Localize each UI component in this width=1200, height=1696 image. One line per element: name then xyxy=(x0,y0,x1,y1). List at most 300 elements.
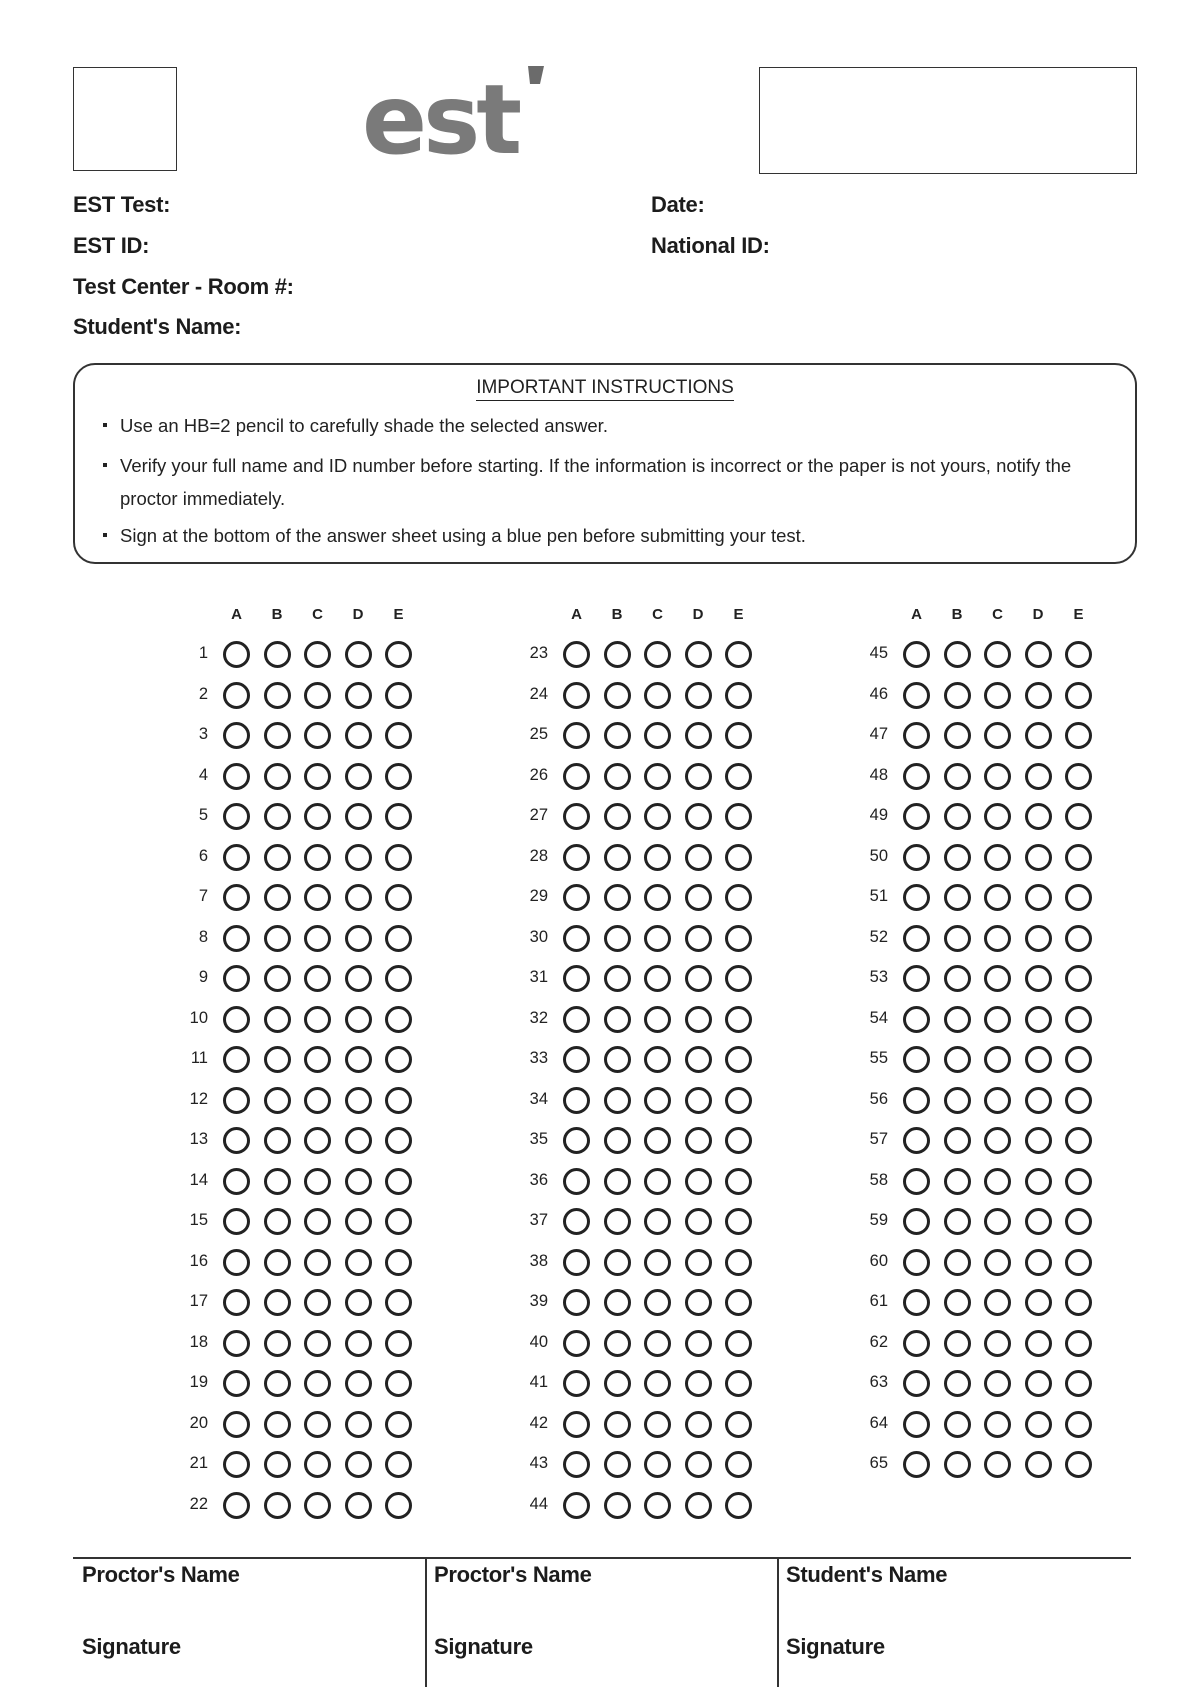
answer-bubble-59-d[interactable] xyxy=(1025,1208,1052,1235)
answer-bubble-9-a[interactable] xyxy=(223,965,250,992)
answer-bubble-40-e[interactable] xyxy=(725,1330,752,1357)
answer-bubble-64-c[interactable] xyxy=(984,1411,1011,1438)
answer-bubble-27-e[interactable] xyxy=(725,803,752,830)
answer-bubble-44-a[interactable] xyxy=(563,1492,590,1519)
answer-bubble-2-d[interactable] xyxy=(345,682,372,709)
answer-bubble-24-c[interactable] xyxy=(644,682,671,709)
answer-bubble-23-c[interactable] xyxy=(644,641,671,668)
answer-bubble-18-e[interactable] xyxy=(385,1330,412,1357)
answer-bubble-49-e[interactable] xyxy=(1065,803,1092,830)
answer-bubble-10-c[interactable] xyxy=(304,1006,331,1033)
answer-bubble-46-b[interactable] xyxy=(944,682,971,709)
answer-bubble-61-a[interactable] xyxy=(903,1289,930,1316)
answer-bubble-46-e[interactable] xyxy=(1065,682,1092,709)
answer-bubble-63-d[interactable] xyxy=(1025,1370,1052,1397)
answer-bubble-39-e[interactable] xyxy=(725,1289,752,1316)
answer-bubble-50-a[interactable] xyxy=(903,844,930,871)
answer-bubble-56-e[interactable] xyxy=(1065,1087,1092,1114)
answer-bubble-51-e[interactable] xyxy=(1065,884,1092,911)
answer-bubble-63-b[interactable] xyxy=(944,1370,971,1397)
answer-bubble-6-e[interactable] xyxy=(385,844,412,871)
answer-bubble-49-b[interactable] xyxy=(944,803,971,830)
answer-bubble-23-e[interactable] xyxy=(725,641,752,668)
answer-bubble-37-c[interactable] xyxy=(644,1208,671,1235)
answer-bubble-12-e[interactable] xyxy=(385,1087,412,1114)
answer-bubble-18-d[interactable] xyxy=(345,1330,372,1357)
answer-bubble-40-c[interactable] xyxy=(644,1330,671,1357)
answer-bubble-37-e[interactable] xyxy=(725,1208,752,1235)
answer-bubble-59-c[interactable] xyxy=(984,1208,1011,1235)
answer-bubble-5-d[interactable] xyxy=(345,803,372,830)
answer-bubble-40-b[interactable] xyxy=(604,1330,631,1357)
answer-bubble-13-c[interactable] xyxy=(304,1127,331,1154)
answer-bubble-31-d[interactable] xyxy=(685,965,712,992)
answer-bubble-5-e[interactable] xyxy=(385,803,412,830)
answer-bubble-32-e[interactable] xyxy=(725,1006,752,1033)
answer-bubble-57-a[interactable] xyxy=(903,1127,930,1154)
answer-bubble-47-b[interactable] xyxy=(944,722,971,749)
answer-bubble-3-b[interactable] xyxy=(264,722,291,749)
answer-bubble-19-e[interactable] xyxy=(385,1370,412,1397)
answer-bubble-45-a[interactable] xyxy=(903,641,930,668)
answer-bubble-8-e[interactable] xyxy=(385,925,412,952)
answer-bubble-2-a[interactable] xyxy=(223,682,250,709)
answer-bubble-16-c[interactable] xyxy=(304,1249,331,1276)
answer-bubble-35-b[interactable] xyxy=(604,1127,631,1154)
answer-bubble-55-e[interactable] xyxy=(1065,1046,1092,1073)
answer-bubble-30-e[interactable] xyxy=(725,925,752,952)
answer-bubble-54-a[interactable] xyxy=(903,1006,930,1033)
answer-bubble-29-a[interactable] xyxy=(563,884,590,911)
answer-bubble-14-e[interactable] xyxy=(385,1168,412,1195)
answer-bubble-8-d[interactable] xyxy=(345,925,372,952)
answer-bubble-39-c[interactable] xyxy=(644,1289,671,1316)
answer-bubble-23-a[interactable] xyxy=(563,641,590,668)
answer-bubble-19-b[interactable] xyxy=(264,1370,291,1397)
answer-bubble-43-a[interactable] xyxy=(563,1451,590,1478)
answer-bubble-61-e[interactable] xyxy=(1065,1289,1092,1316)
answer-bubble-23-d[interactable] xyxy=(685,641,712,668)
answer-bubble-62-e[interactable] xyxy=(1065,1330,1092,1357)
answer-bubble-7-d[interactable] xyxy=(345,884,372,911)
answer-bubble-28-d[interactable] xyxy=(685,844,712,871)
answer-bubble-9-d[interactable] xyxy=(345,965,372,992)
answer-bubble-6-a[interactable] xyxy=(223,844,250,871)
answer-bubble-30-d[interactable] xyxy=(685,925,712,952)
answer-bubble-37-a[interactable] xyxy=(563,1208,590,1235)
answer-bubble-35-d[interactable] xyxy=(685,1127,712,1154)
answer-bubble-21-c[interactable] xyxy=(304,1451,331,1478)
answer-bubble-65-b[interactable] xyxy=(944,1451,971,1478)
answer-bubble-27-d[interactable] xyxy=(685,803,712,830)
answer-bubble-21-a[interactable] xyxy=(223,1451,250,1478)
answer-bubble-38-d[interactable] xyxy=(685,1249,712,1276)
answer-bubble-24-a[interactable] xyxy=(563,682,590,709)
answer-bubble-6-b[interactable] xyxy=(264,844,291,871)
answer-bubble-4-b[interactable] xyxy=(264,763,291,790)
answer-bubble-33-c[interactable] xyxy=(644,1046,671,1073)
answer-bubble-1-b[interactable] xyxy=(264,641,291,668)
answer-bubble-4-c[interactable] xyxy=(304,763,331,790)
answer-bubble-32-d[interactable] xyxy=(685,1006,712,1033)
answer-bubble-39-a[interactable] xyxy=(563,1289,590,1316)
answer-bubble-54-b[interactable] xyxy=(944,1006,971,1033)
answer-bubble-53-e[interactable] xyxy=(1065,965,1092,992)
answer-bubble-25-d[interactable] xyxy=(685,722,712,749)
answer-bubble-19-a[interactable] xyxy=(223,1370,250,1397)
answer-bubble-51-a[interactable] xyxy=(903,884,930,911)
answer-bubble-36-d[interactable] xyxy=(685,1168,712,1195)
answer-bubble-32-b[interactable] xyxy=(604,1006,631,1033)
answer-bubble-7-e[interactable] xyxy=(385,884,412,911)
answer-bubble-38-e[interactable] xyxy=(725,1249,752,1276)
answer-bubble-37-d[interactable] xyxy=(685,1208,712,1235)
answer-bubble-56-a[interactable] xyxy=(903,1087,930,1114)
answer-bubble-18-a[interactable] xyxy=(223,1330,250,1357)
answer-bubble-59-b[interactable] xyxy=(944,1208,971,1235)
answer-bubble-21-d[interactable] xyxy=(345,1451,372,1478)
answer-bubble-65-d[interactable] xyxy=(1025,1451,1052,1478)
answer-bubble-55-b[interactable] xyxy=(944,1046,971,1073)
answer-bubble-58-d[interactable] xyxy=(1025,1168,1052,1195)
answer-bubble-34-b[interactable] xyxy=(604,1087,631,1114)
answer-bubble-17-c[interactable] xyxy=(304,1289,331,1316)
answer-bubble-15-d[interactable] xyxy=(345,1208,372,1235)
answer-bubble-9-c[interactable] xyxy=(304,965,331,992)
answer-bubble-22-a[interactable] xyxy=(223,1492,250,1519)
answer-bubble-29-c[interactable] xyxy=(644,884,671,911)
answer-bubble-57-c[interactable] xyxy=(984,1127,1011,1154)
answer-bubble-43-e[interactable] xyxy=(725,1451,752,1478)
answer-bubble-6-c[interactable] xyxy=(304,844,331,871)
answer-bubble-41-e[interactable] xyxy=(725,1370,752,1397)
answer-bubble-58-c[interactable] xyxy=(984,1168,1011,1195)
answer-bubble-57-d[interactable] xyxy=(1025,1127,1052,1154)
answer-bubble-47-c[interactable] xyxy=(984,722,1011,749)
answer-bubble-13-a[interactable] xyxy=(223,1127,250,1154)
answer-bubble-14-b[interactable] xyxy=(264,1168,291,1195)
answer-bubble-52-c[interactable] xyxy=(984,925,1011,952)
answer-bubble-62-d[interactable] xyxy=(1025,1330,1052,1357)
answer-bubble-47-a[interactable] xyxy=(903,722,930,749)
answer-bubble-33-a[interactable] xyxy=(563,1046,590,1073)
answer-bubble-16-a[interactable] xyxy=(223,1249,250,1276)
answer-bubble-65-c[interactable] xyxy=(984,1451,1011,1478)
answer-bubble-37-b[interactable] xyxy=(604,1208,631,1235)
answer-bubble-10-b[interactable] xyxy=(264,1006,291,1033)
answer-bubble-56-b[interactable] xyxy=(944,1087,971,1114)
answer-bubble-52-d[interactable] xyxy=(1025,925,1052,952)
answer-bubble-18-c[interactable] xyxy=(304,1330,331,1357)
answer-bubble-25-e[interactable] xyxy=(725,722,752,749)
answer-bubble-35-a[interactable] xyxy=(563,1127,590,1154)
answer-bubble-45-d[interactable] xyxy=(1025,641,1052,668)
answer-bubble-23-b[interactable] xyxy=(604,641,631,668)
answer-bubble-64-e[interactable] xyxy=(1065,1411,1092,1438)
answer-bubble-58-e[interactable] xyxy=(1065,1168,1092,1195)
answer-bubble-2-e[interactable] xyxy=(385,682,412,709)
answer-bubble-3-e[interactable] xyxy=(385,722,412,749)
answer-bubble-54-e[interactable] xyxy=(1065,1006,1092,1033)
answer-bubble-12-c[interactable] xyxy=(304,1087,331,1114)
answer-bubble-31-c[interactable] xyxy=(644,965,671,992)
answer-bubble-15-b[interactable] xyxy=(264,1208,291,1235)
answer-bubble-43-d[interactable] xyxy=(685,1451,712,1478)
answer-bubble-64-b[interactable] xyxy=(944,1411,971,1438)
answer-bubble-57-b[interactable] xyxy=(944,1127,971,1154)
answer-bubble-21-e[interactable] xyxy=(385,1451,412,1478)
answer-bubble-56-c[interactable] xyxy=(984,1087,1011,1114)
answer-bubble-53-c[interactable] xyxy=(984,965,1011,992)
answer-bubble-42-a[interactable] xyxy=(563,1411,590,1438)
answer-bubble-8-c[interactable] xyxy=(304,925,331,952)
answer-bubble-60-e[interactable] xyxy=(1065,1249,1092,1276)
answer-bubble-25-c[interactable] xyxy=(644,722,671,749)
answer-bubble-51-c[interactable] xyxy=(984,884,1011,911)
answer-bubble-11-b[interactable] xyxy=(264,1046,291,1073)
answer-bubble-22-c[interactable] xyxy=(304,1492,331,1519)
answer-bubble-27-b[interactable] xyxy=(604,803,631,830)
answer-bubble-15-c[interactable] xyxy=(304,1208,331,1235)
answer-bubble-48-c[interactable] xyxy=(984,763,1011,790)
answer-bubble-5-c[interactable] xyxy=(304,803,331,830)
answer-bubble-20-a[interactable] xyxy=(223,1411,250,1438)
answer-bubble-33-e[interactable] xyxy=(725,1046,752,1073)
answer-bubble-13-e[interactable] xyxy=(385,1127,412,1154)
answer-bubble-9-e[interactable] xyxy=(385,965,412,992)
answer-bubble-17-e[interactable] xyxy=(385,1289,412,1316)
answer-bubble-45-c[interactable] xyxy=(984,641,1011,668)
answer-bubble-26-d[interactable] xyxy=(685,763,712,790)
answer-bubble-17-a[interactable] xyxy=(223,1289,250,1316)
answer-bubble-50-e[interactable] xyxy=(1065,844,1092,871)
answer-bubble-30-b[interactable] xyxy=(604,925,631,952)
answer-bubble-49-d[interactable] xyxy=(1025,803,1052,830)
answer-bubble-16-b[interactable] xyxy=(264,1249,291,1276)
answer-bubble-2-c[interactable] xyxy=(304,682,331,709)
answer-bubble-2-b[interactable] xyxy=(264,682,291,709)
answer-bubble-21-b[interactable] xyxy=(264,1451,291,1478)
answer-bubble-15-e[interactable] xyxy=(385,1208,412,1235)
answer-bubble-60-b[interactable] xyxy=(944,1249,971,1276)
answer-bubble-11-a[interactable] xyxy=(223,1046,250,1073)
answer-bubble-26-c[interactable] xyxy=(644,763,671,790)
answer-bubble-55-c[interactable] xyxy=(984,1046,1011,1073)
answer-bubble-41-b[interactable] xyxy=(604,1370,631,1397)
answer-bubble-41-c[interactable] xyxy=(644,1370,671,1397)
answer-bubble-46-a[interactable] xyxy=(903,682,930,709)
answer-bubble-40-a[interactable] xyxy=(563,1330,590,1357)
answer-bubble-52-e[interactable] xyxy=(1065,925,1092,952)
answer-bubble-44-d[interactable] xyxy=(685,1492,712,1519)
answer-bubble-28-a[interactable] xyxy=(563,844,590,871)
answer-bubble-54-d[interactable] xyxy=(1025,1006,1052,1033)
answer-bubble-14-a[interactable] xyxy=(223,1168,250,1195)
answer-bubble-7-a[interactable] xyxy=(223,884,250,911)
answer-bubble-31-e[interactable] xyxy=(725,965,752,992)
answer-bubble-42-b[interactable] xyxy=(604,1411,631,1438)
answer-bubble-64-a[interactable] xyxy=(903,1411,930,1438)
answer-bubble-43-c[interactable] xyxy=(644,1451,671,1478)
answer-bubble-59-e[interactable] xyxy=(1065,1208,1092,1235)
answer-bubble-65-e[interactable] xyxy=(1065,1451,1092,1478)
answer-bubble-22-e[interactable] xyxy=(385,1492,412,1519)
answer-bubble-17-d[interactable] xyxy=(345,1289,372,1316)
answer-bubble-25-b[interactable] xyxy=(604,722,631,749)
answer-bubble-19-c[interactable] xyxy=(304,1370,331,1397)
answer-bubble-6-d[interactable] xyxy=(345,844,372,871)
answer-bubble-40-d[interactable] xyxy=(685,1330,712,1357)
answer-bubble-34-c[interactable] xyxy=(644,1087,671,1114)
answer-bubble-13-d[interactable] xyxy=(345,1127,372,1154)
answer-bubble-48-d[interactable] xyxy=(1025,763,1052,790)
answer-bubble-49-c[interactable] xyxy=(984,803,1011,830)
answer-bubble-20-b[interactable] xyxy=(264,1411,291,1438)
answer-bubble-56-d[interactable] xyxy=(1025,1087,1052,1114)
answer-bubble-43-b[interactable] xyxy=(604,1451,631,1478)
answer-bubble-5-b[interactable] xyxy=(264,803,291,830)
answer-bubble-9-b[interactable] xyxy=(264,965,291,992)
answer-bubble-1-e[interactable] xyxy=(385,641,412,668)
answer-bubble-44-c[interactable] xyxy=(644,1492,671,1519)
answer-bubble-4-a[interactable] xyxy=(223,763,250,790)
answer-bubble-15-a[interactable] xyxy=(223,1208,250,1235)
answer-bubble-5-a[interactable] xyxy=(223,803,250,830)
answer-bubble-61-b[interactable] xyxy=(944,1289,971,1316)
answer-bubble-65-a[interactable] xyxy=(903,1451,930,1478)
answer-bubble-36-e[interactable] xyxy=(725,1168,752,1195)
answer-bubble-20-d[interactable] xyxy=(345,1411,372,1438)
answer-bubble-16-d[interactable] xyxy=(345,1249,372,1276)
answer-bubble-11-c[interactable] xyxy=(304,1046,331,1073)
answer-bubble-24-d[interactable] xyxy=(685,682,712,709)
answer-bubble-1-d[interactable] xyxy=(345,641,372,668)
answer-bubble-26-b[interactable] xyxy=(604,763,631,790)
answer-bubble-53-b[interactable] xyxy=(944,965,971,992)
answer-bubble-20-c[interactable] xyxy=(304,1411,331,1438)
answer-bubble-29-e[interactable] xyxy=(725,884,752,911)
answer-bubble-46-c[interactable] xyxy=(984,682,1011,709)
answer-bubble-50-b[interactable] xyxy=(944,844,971,871)
answer-bubble-62-a[interactable] xyxy=(903,1330,930,1357)
answer-bubble-41-a[interactable] xyxy=(563,1370,590,1397)
answer-bubble-24-e[interactable] xyxy=(725,682,752,709)
answer-bubble-34-e[interactable] xyxy=(725,1087,752,1114)
answer-bubble-33-b[interactable] xyxy=(604,1046,631,1073)
answer-bubble-11-e[interactable] xyxy=(385,1046,412,1073)
answer-bubble-39-d[interactable] xyxy=(685,1289,712,1316)
answer-bubble-36-c[interactable] xyxy=(644,1168,671,1195)
answer-bubble-31-b[interactable] xyxy=(604,965,631,992)
answer-bubble-50-c[interactable] xyxy=(984,844,1011,871)
answer-bubble-42-e[interactable] xyxy=(725,1411,752,1438)
answer-bubble-14-d[interactable] xyxy=(345,1168,372,1195)
answer-bubble-27-a[interactable] xyxy=(563,803,590,830)
answer-bubble-25-a[interactable] xyxy=(563,722,590,749)
answer-bubble-47-e[interactable] xyxy=(1065,722,1092,749)
answer-bubble-50-d[interactable] xyxy=(1025,844,1052,871)
answer-bubble-36-a[interactable] xyxy=(563,1168,590,1195)
answer-bubble-55-d[interactable] xyxy=(1025,1046,1052,1073)
answer-bubble-46-d[interactable] xyxy=(1025,682,1052,709)
answer-bubble-29-b[interactable] xyxy=(604,884,631,911)
answer-bubble-22-b[interactable] xyxy=(264,1492,291,1519)
answer-bubble-11-d[interactable] xyxy=(345,1046,372,1073)
answer-bubble-4-d[interactable] xyxy=(345,763,372,790)
answer-bubble-60-a[interactable] xyxy=(903,1249,930,1276)
answer-bubble-41-d[interactable] xyxy=(685,1370,712,1397)
answer-bubble-31-a[interactable] xyxy=(563,965,590,992)
answer-bubble-34-a[interactable] xyxy=(563,1087,590,1114)
answer-bubble-45-b[interactable] xyxy=(944,641,971,668)
answer-bubble-44-b[interactable] xyxy=(604,1492,631,1519)
answer-bubble-35-c[interactable] xyxy=(644,1127,671,1154)
answer-bubble-19-d[interactable] xyxy=(345,1370,372,1397)
answer-bubble-52-a[interactable] xyxy=(903,925,930,952)
answer-bubble-63-e[interactable] xyxy=(1065,1370,1092,1397)
answer-bubble-61-c[interactable] xyxy=(984,1289,1011,1316)
answer-bubble-17-b[interactable] xyxy=(264,1289,291,1316)
answer-bubble-53-a[interactable] xyxy=(903,965,930,992)
answer-bubble-38-a[interactable] xyxy=(563,1249,590,1276)
answer-bubble-44-e[interactable] xyxy=(725,1492,752,1519)
answer-bubble-57-e[interactable] xyxy=(1065,1127,1092,1154)
answer-bubble-49-a[interactable] xyxy=(903,803,930,830)
answer-bubble-16-e[interactable] xyxy=(385,1249,412,1276)
answer-bubble-38-b[interactable] xyxy=(604,1249,631,1276)
answer-bubble-28-b[interactable] xyxy=(604,844,631,871)
answer-bubble-7-b[interactable] xyxy=(264,884,291,911)
answer-bubble-54-c[interactable] xyxy=(984,1006,1011,1033)
answer-bubble-3-c[interactable] xyxy=(304,722,331,749)
answer-bubble-8-b[interactable] xyxy=(264,925,291,952)
answer-bubble-12-b[interactable] xyxy=(264,1087,291,1114)
answer-bubble-51-b[interactable] xyxy=(944,884,971,911)
answer-bubble-33-d[interactable] xyxy=(685,1046,712,1073)
answer-bubble-59-a[interactable] xyxy=(903,1208,930,1235)
answer-bubble-12-a[interactable] xyxy=(223,1087,250,1114)
answer-bubble-18-b[interactable] xyxy=(264,1330,291,1357)
answer-bubble-20-e[interactable] xyxy=(385,1411,412,1438)
answer-bubble-63-a[interactable] xyxy=(903,1370,930,1397)
answer-bubble-28-e[interactable] xyxy=(725,844,752,871)
answer-bubble-10-d[interactable] xyxy=(345,1006,372,1033)
answer-bubble-47-d[interactable] xyxy=(1025,722,1052,749)
answer-bubble-36-b[interactable] xyxy=(604,1168,631,1195)
answer-bubble-48-b[interactable] xyxy=(944,763,971,790)
answer-bubble-30-c[interactable] xyxy=(644,925,671,952)
answer-bubble-62-c[interactable] xyxy=(984,1330,1011,1357)
answer-bubble-45-e[interactable] xyxy=(1065,641,1092,668)
answer-bubble-35-e[interactable] xyxy=(725,1127,752,1154)
answer-bubble-3-d[interactable] xyxy=(345,722,372,749)
answer-bubble-26-e[interactable] xyxy=(725,763,752,790)
answer-bubble-14-c[interactable] xyxy=(304,1168,331,1195)
answer-bubble-60-c[interactable] xyxy=(984,1249,1011,1276)
answer-bubble-58-b[interactable] xyxy=(944,1168,971,1195)
answer-bubble-48-e[interactable] xyxy=(1065,763,1092,790)
answer-bubble-3-a[interactable] xyxy=(223,722,250,749)
answer-bubble-63-c[interactable] xyxy=(984,1370,1011,1397)
answer-bubble-10-a[interactable] xyxy=(223,1006,250,1033)
answer-bubble-29-d[interactable] xyxy=(685,884,712,911)
answer-bubble-51-d[interactable] xyxy=(1025,884,1052,911)
answer-bubble-39-b[interactable] xyxy=(604,1289,631,1316)
answer-bubble-12-d[interactable] xyxy=(345,1087,372,1114)
answer-bubble-10-e[interactable] xyxy=(385,1006,412,1033)
answer-bubble-24-b[interactable] xyxy=(604,682,631,709)
answer-bubble-34-d[interactable] xyxy=(685,1087,712,1114)
